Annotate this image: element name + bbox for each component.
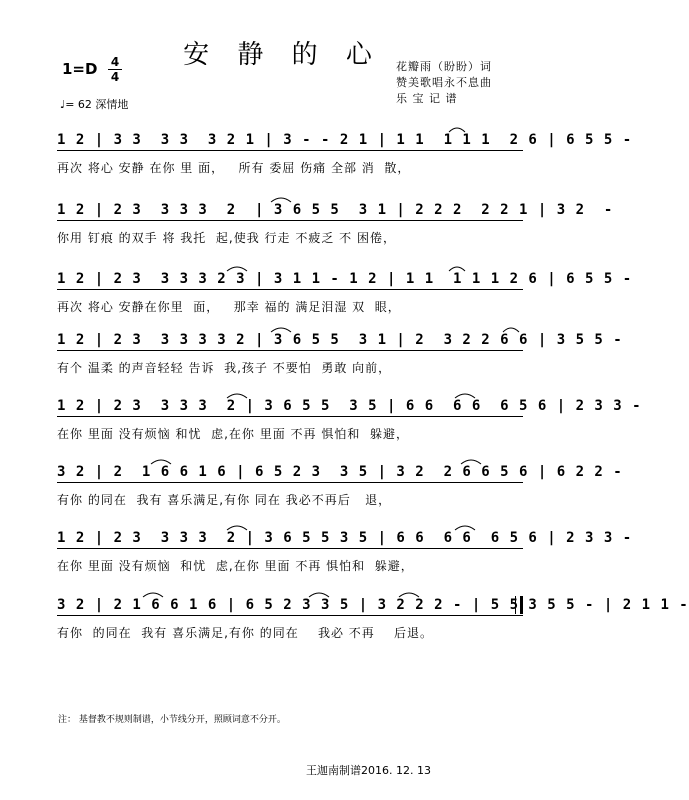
score-row-5: [57, 397, 642, 449]
notation-line: 1 2 | 2 3 3 3 3 3 2 | 3 6 5 5 3 1 | 2 3 2 2 6 6 | 3 5 5 -: [57, 332, 623, 348]
meter-top: 4: [110, 55, 120, 69]
credit-composer: 赞美歌唱永不息曲: [396, 76, 492, 89]
credit-transcriber: 乐 宝 记 谱: [396, 92, 458, 105]
lyric-line: 在你 里面 没有烦恼 和忧 虑,在你 里面 不再 惧怕和 躲避，: [57, 427, 409, 441]
notation-line: 1 2 | 2 3 3 3 3 2 | 3 6 5 5 3 5 | 6 6 6 6 6 5 6 | 2 3 3 -: [57, 530, 633, 546]
lyric-line: 有你 的同在 我有 喜乐满足,有你 的同在 我必 不再 后退。: [57, 626, 434, 640]
score-row-2: [57, 201, 614, 253]
notation-line: 3 2 | 2 1 6 6 1 6 | 6 5 2 3 3 5 | 3 2 2 2 - | 5 5 3 5 5 - | 2 1 1 -: [57, 597, 689, 613]
lyric-line: 再次 将心 安静 在你 里 面， 所有 委屈 伤痛 全部 消 散，: [57, 161, 411, 175]
score-row-8: [57, 596, 689, 648]
footnote: 注： 基督教不规则制谱，小节线分开，照顾词意不分开。: [58, 715, 286, 725]
notation-line: 1 2 | 3 3 3 3 3 2 1 | 3 - - 2 1 | 1 1 1 1 1 2 6 | 6 5 5 -: [57, 132, 633, 148]
notation-line: 1 2 | 2 3 3 3 3 2 3 | 3 1 1 - 1 2 | 1 1 1 1 1 2 6 | 6 5 5 -: [57, 271, 633, 287]
transcriber-signature: 王迦南制谱2016. 12. 13: [306, 764, 431, 777]
score-row-4: [57, 331, 623, 383]
notation-line: 1 2 | 2 3 3 3 3 2 | 3 6 5 5 3 1 | 2 2 2 2 2 1 | 3 2 -: [57, 202, 614, 218]
key-signature: 1=D: [62, 60, 98, 78]
final-barline: [515, 596, 523, 614]
notation-line: 3 2 | 2 1 6 6 1 6 | 6 5 2 3 3 5 | 3 2 2 6 6 5 6 | 6 2 2 -: [57, 464, 623, 480]
credit-lyricist: 花瓣雨（盼盼）词: [396, 60, 492, 73]
meter-bottom: 4: [110, 70, 120, 84]
score-row-7: [57, 529, 633, 581]
score-row-6: [57, 463, 623, 515]
notation-line: 1 2 | 2 3 3 3 3 2 | 3 6 5 5 3 5 | 6 6 6 6 6 5 6 | 2 3 3 -: [57, 398, 642, 414]
lyric-line: 有个 温柔 的声音轻轻 告诉 我,孩子 不要怕 勇敢 向前，: [57, 361, 392, 375]
lyric-line: 在你 里面 没有烦恼 和忧 虑,在你 里面 不再 惧怕和 躲避，: [57, 559, 414, 573]
song-title: 安 静 的 心: [183, 40, 382, 70]
score-row-1: [57, 131, 633, 183]
lyric-line: 你用 钉痕 的双手 将 我托 起,使我 行走 不疲乏 不 困倦，: [57, 231, 396, 245]
time-signature: [108, 56, 122, 83]
score-row-3: [57, 270, 633, 322]
tempo-marking: ♩= 62 深情地: [60, 98, 129, 111]
lyric-line: 有你 的同在 我有 喜乐满足,有你 同在 我必不再后 退，: [57, 493, 392, 507]
lyric-line: 再次 将心 安静在你里 面， 那幸 福的 满足泪湿 双 眼，: [57, 300, 401, 314]
